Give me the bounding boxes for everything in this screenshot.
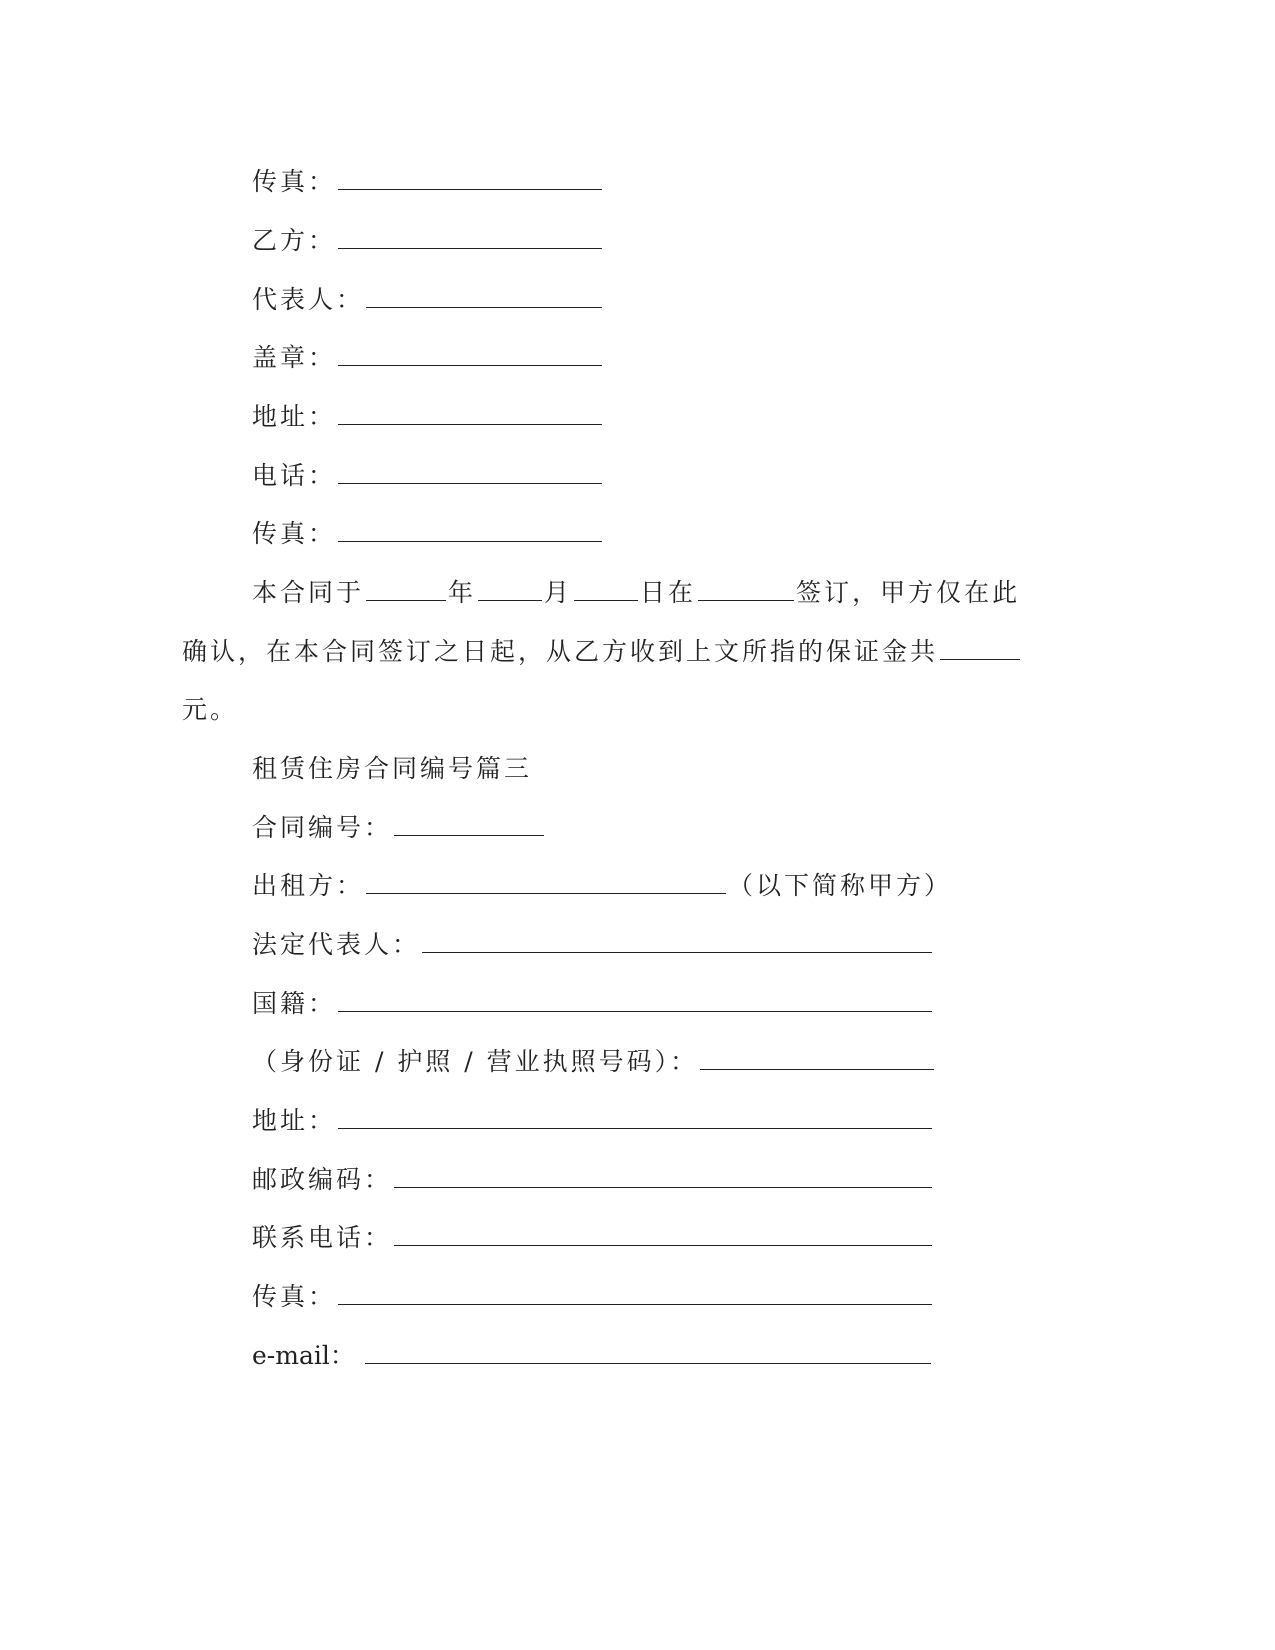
lessor-row bbox=[252, 866, 952, 906]
party-b-address-label: 地址： bbox=[252, 402, 337, 431]
postcode-row bbox=[252, 1160, 934, 1200]
signing-line-3 bbox=[182, 690, 238, 730]
postcode-label: 邮政编码： bbox=[252, 1165, 393, 1194]
signing-year-blank[interactable] bbox=[366, 574, 446, 601]
signing-line-2 bbox=[182, 632, 1022, 672]
party-b-blank[interactable] bbox=[338, 222, 602, 249]
signing-day-at-label: 日在 bbox=[640, 578, 697, 607]
lessor-suffix: （以下简称甲方） bbox=[728, 871, 953, 900]
party-b-fax-label: 传真： bbox=[252, 519, 337, 548]
party-b-representative-label: 代表人： bbox=[252, 285, 365, 314]
signing-line-1 bbox=[252, 573, 1020, 613]
lessor-label: 出租方： bbox=[252, 871, 365, 900]
contact-phone-blank[interactable] bbox=[394, 1219, 932, 1246]
party-a-fax-blank[interactable] bbox=[338, 163, 602, 190]
party-a-fax-label: 传真： bbox=[252, 167, 337, 196]
signing-year-label: 年 bbox=[448, 578, 477, 607]
deposit-amount-blank[interactable] bbox=[940, 633, 1020, 660]
party-a-fax-row bbox=[252, 162, 604, 202]
party-b-phone-row bbox=[252, 456, 604, 496]
legal-representative-label: 法定代表人： bbox=[252, 930, 421, 959]
legal-representative-blank[interactable] bbox=[422, 926, 932, 953]
party-b-phone-blank[interactable] bbox=[338, 457, 602, 484]
signing-day-blank[interactable] bbox=[574, 574, 638, 601]
nationality-row bbox=[252, 984, 934, 1024]
party-b-address-row bbox=[252, 397, 604, 437]
section3-heading: 租赁住房合同编号篇三 bbox=[252, 754, 533, 783]
party-b-seal-blank[interactable] bbox=[338, 339, 602, 366]
party-b-representative-blank[interactable] bbox=[366, 281, 602, 308]
email-label: e-mail： bbox=[252, 1341, 355, 1370]
lessor-blank[interactable] bbox=[366, 867, 726, 894]
contract-number-blank[interactable] bbox=[394, 809, 544, 836]
party-b-seal-row bbox=[252, 338, 604, 378]
contact-phone-label: 联系电话： bbox=[252, 1223, 393, 1252]
contract-number-label: 合同编号： bbox=[252, 813, 393, 842]
party-b-fax-row bbox=[252, 514, 604, 554]
lessor-fax-blank[interactable] bbox=[338, 1278, 932, 1305]
signing-month-blank[interactable] bbox=[478, 574, 542, 601]
signing-text-start: 本合同于 bbox=[252, 578, 365, 607]
signing-confirm-text: 确认，在本合同签订之日起，从乙方收到上文所指的保证金共 bbox=[182, 637, 939, 666]
signing-place-blank[interactable] bbox=[698, 574, 794, 601]
email-row bbox=[252, 1336, 933, 1376]
party-b-seal-label: 盖章： bbox=[252, 343, 337, 372]
section-heading bbox=[252, 749, 532, 789]
id-number-row bbox=[252, 1042, 936, 1082]
id-number-label: （身份证 / 护照 / 营业执照号码）： bbox=[252, 1047, 699, 1076]
lessor-fax-label: 传真： bbox=[252, 1282, 337, 1311]
nationality-label: 国籍： bbox=[252, 989, 337, 1018]
signing-month-label: 月 bbox=[544, 578, 573, 607]
legal-representative-row bbox=[252, 925, 934, 965]
contract-number-row bbox=[252, 808, 546, 848]
lessor-address-blank[interactable] bbox=[338, 1102, 932, 1129]
signing-text-end: 签订，甲方仅在此 bbox=[796, 578, 1021, 607]
party-b-row bbox=[252, 221, 604, 261]
lessor-fax-row bbox=[252, 1277, 934, 1317]
party-b-representative-row bbox=[252, 280, 604, 320]
email-blank[interactable] bbox=[365, 1337, 931, 1364]
id-number-blank[interactable] bbox=[700, 1043, 934, 1070]
nationality-blank[interactable] bbox=[338, 985, 932, 1012]
contact-phone-row bbox=[252, 1218, 934, 1258]
party-b-phone-label: 电话： bbox=[252, 461, 337, 490]
party-b-address-blank[interactable] bbox=[338, 398, 602, 425]
party-b-label: 乙方： bbox=[252, 226, 337, 255]
lessor-address-label: 地址： bbox=[252, 1106, 337, 1135]
party-b-fax-blank[interactable] bbox=[338, 515, 602, 542]
postcode-blank[interactable] bbox=[394, 1161, 932, 1188]
signing-currency-text: 元。 bbox=[182, 695, 239, 724]
lessor-address-row bbox=[252, 1101, 934, 1141]
